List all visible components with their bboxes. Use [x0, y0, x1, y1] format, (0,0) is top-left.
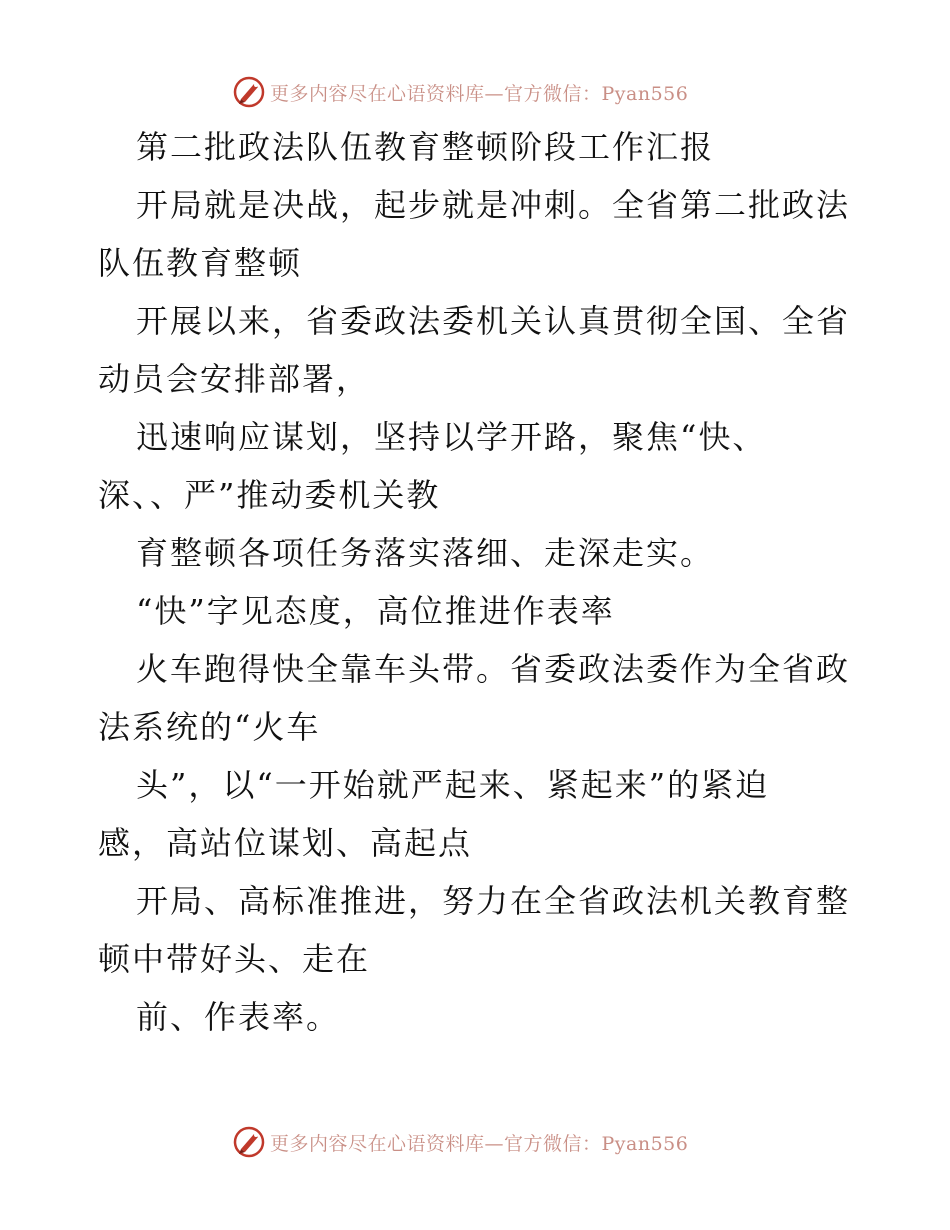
text-line: 火车跑得快全靠车头带。省委政法委作为全省政 [136, 650, 851, 688]
text-line: 前、作表率。 [136, 998, 341, 1036]
text-line: 开局就是决战，起步就是冲刺。全省第二批政法 [136, 186, 851, 224]
pen-logo-icon [232, 75, 266, 109]
text-line: 育整顿各项任务落实落细、走深走实。 [136, 534, 715, 572]
text-line: 第二批政法队伍教育整顿阶段工作汇报 [136, 128, 715, 166]
text-line: 队伍教育整顿 [98, 244, 303, 282]
text-line: 顿中带好头、走在 [98, 940, 371, 978]
document-body [98, 118, 858, 1046]
text-line: 感，高站位谋划、高起点 [98, 824, 473, 862]
text-line: 头”，以“一开始就严起来、紧起来”的紧迫 [136, 766, 770, 804]
text-line: “快”字见态度，高位推进作表率 [136, 592, 615, 630]
text-line: 开局、高标准推进，努力在全省政法机关教育整 [136, 882, 851, 920]
text-line: 开展以来，省委政法委机关认真贯彻全国、全省 [136, 302, 851, 340]
text-line: 迅速响应谋划，坚持以学开路，聚焦“快、 [136, 418, 767, 456]
watermark-text: 更多内容尽在心语资料库—官方微信：Pyan556 [270, 82, 689, 105]
text-line: 动员会安排部署， [98, 360, 371, 398]
text-line: 法系统的“火车 [98, 708, 321, 746]
pen-logo-icon [232, 1125, 266, 1159]
watermark-banner-top [232, 72, 732, 112]
text-line: 深、、严”推动委机关教 [98, 476, 441, 514]
watermark-banner-bottom [232, 1122, 732, 1162]
watermark-text: 更多内容尽在心语资料库—官方微信：Pyan556 [270, 1132, 689, 1155]
